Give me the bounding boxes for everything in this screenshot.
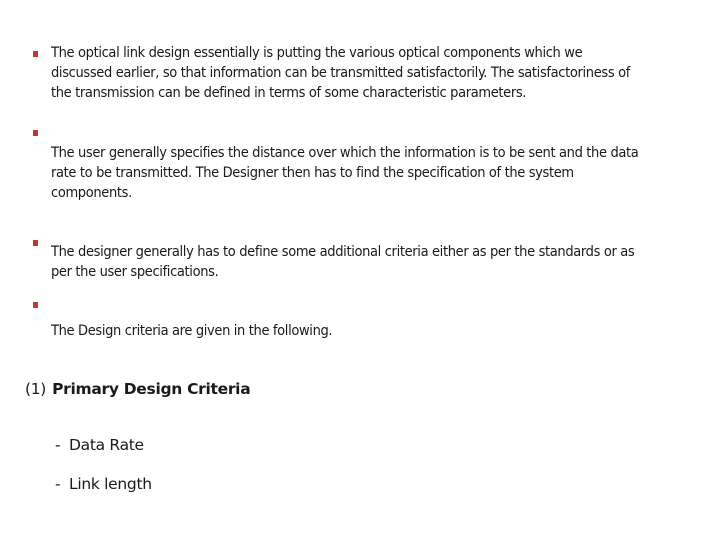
criteria-item-data-rate [55, 434, 144, 456]
section-heading [25, 378, 250, 400]
bullet-marker-1 [33, 51, 38, 57]
criteria-item-link-length [55, 473, 152, 495]
bullet-text-1: The optical link design essentially is putting the various optical components which we discussed earlier, so that information can be transmitted satisfactorily. The satisfactoriness of the transmission can be defined in terms of some characteristic parameters. [51, 45, 630, 101]
bullet-marker-3 [33, 240, 38, 246]
criteria-label: Data Rate [69, 436, 144, 454]
criteria-label: Link length [69, 475, 152, 493]
bullet-text-2: The user generally specifies the distance over which the information is to be sent and the data rate to be transmitted. The Designer then has to find the specification of the system components. [51, 145, 639, 201]
bullet-marker-2 [33, 130, 38, 136]
section-number: (1) [25, 380, 47, 398]
bullet-marker-4 [33, 302, 38, 308]
section-title: Primary Design Criteria [52, 380, 251, 398]
dash-marker: - [55, 436, 61, 454]
dash-marker: - [55, 475, 61, 493]
bullet-text-3: The designer generally has to define some additional criteria either as per the standards or as per the user specifications. [51, 244, 635, 280]
bullet-text-4: The Design criteria are given in the following. [51, 323, 333, 339]
